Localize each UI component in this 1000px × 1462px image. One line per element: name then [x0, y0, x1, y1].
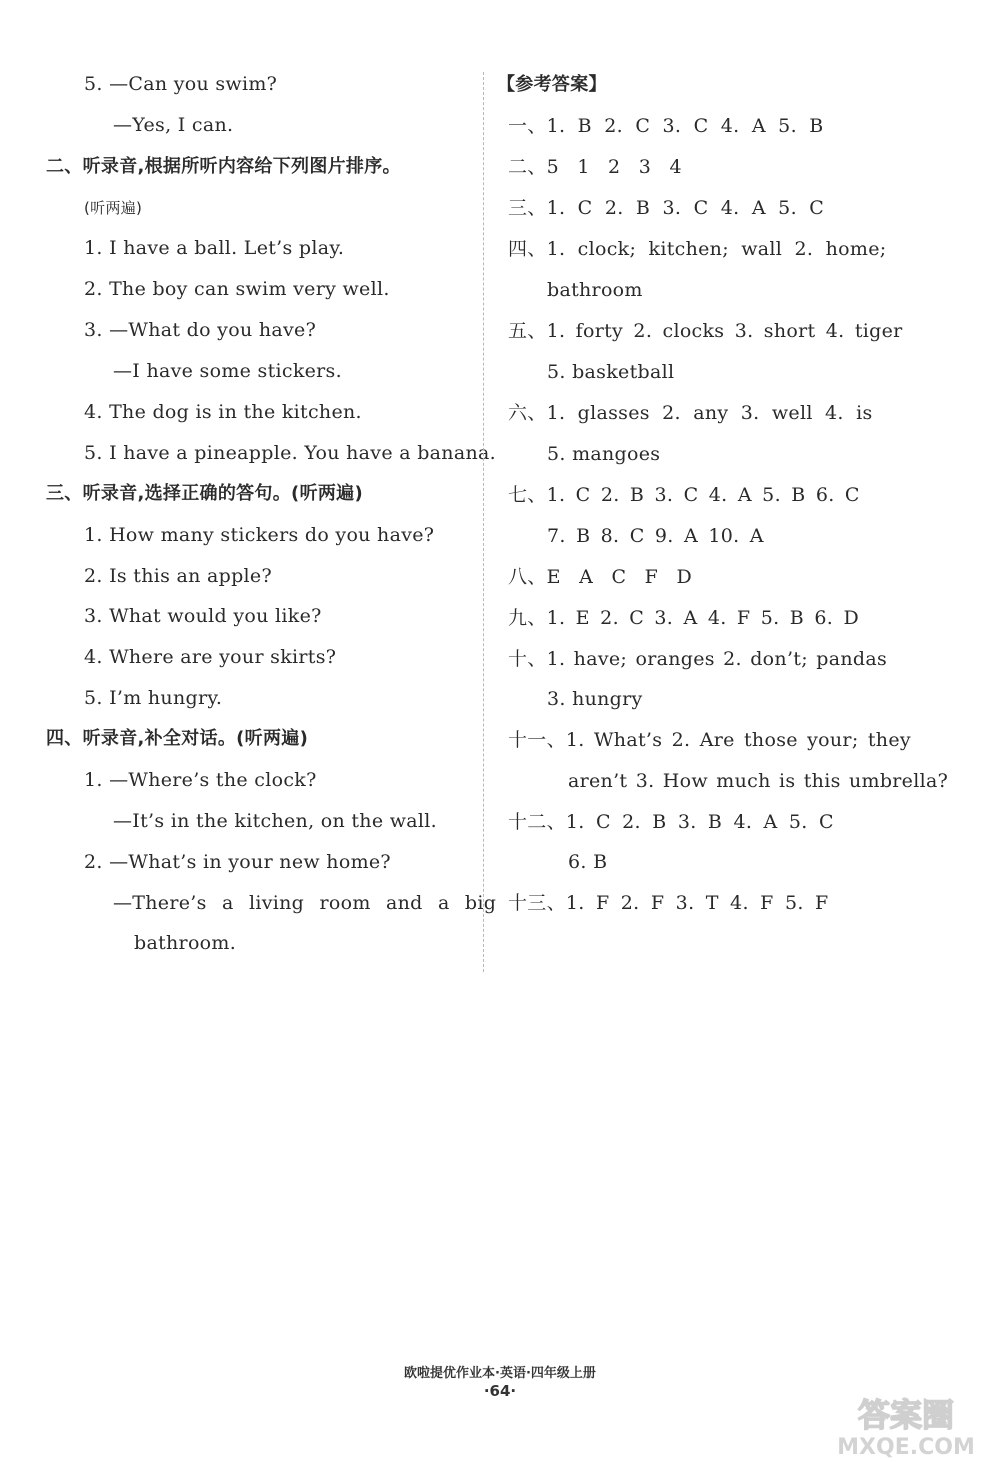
answer-11-cont: aren’t 3. How much is this umbrella? [568, 770, 949, 792]
section-4-heading: 四、听录音,补全对话。(听两遍) [46, 728, 309, 749]
left-line-19: —It’s in the kitchen, on the wall. [113, 810, 437, 832]
answer-2: 二、5 1 2 3 4 [508, 156, 682, 178]
left-line-5: 1. I have a ball. Let’s play. [84, 237, 345, 259]
answer-key-heading: 【参考答案】 [497, 74, 607, 95]
left-line-16: 5. I’m hungry. [84, 687, 223, 709]
footer-book-title: 欧啦提优作业本·英语·四年级上册 [404, 1366, 596, 1381]
left-line-8: —I have some stickers. [113, 360, 342, 382]
left-line-1: 5. —Can you swim? [84, 73, 278, 95]
left-line-7: 3. —What do you have? [84, 319, 317, 341]
watermark-logo [820, 1390, 995, 1460]
left-line-22: bathroom. [134, 932, 237, 954]
answer-5-cont: 5. basketball [547, 361, 675, 383]
answer-1: 一、1. B 2. C 3. C 4. A 5. B [508, 115, 824, 137]
left-line-20: 2. —What’s in your new home? [84, 851, 391, 873]
left-line-21: —There’s a living room and a big [113, 892, 497, 914]
left-line-18: 1. —Where’s the clock? [84, 769, 317, 791]
answer-4: 四、1. clock; kitchen; wall 2. home; [508, 238, 887, 260]
left-line-13: 2. Is this an apple? [84, 565, 272, 587]
answer-3: 三、1. C 2. B 3. C 4. A 5. C [508, 197, 825, 219]
answer-4-cont: bathroom [547, 279, 643, 301]
left-line-12: 1. How many stickers do you have? [84, 524, 435, 546]
answer-12: 十二、1. C 2. B 3. B 4. A 5. C [508, 811, 834, 833]
answer-7: 七、1. C 2. B 3. C 4. A 5. B 6. C [508, 484, 860, 506]
watermark-text-top: 答案圈 [857, 1396, 955, 1434]
watermark-text-bottom: MXQE.COM [837, 1435, 975, 1460]
left-line-9: 4. The dog is in the kitchen. [84, 401, 362, 423]
left-line-15: 4. Where are your skirts? [84, 646, 337, 668]
answer-5: 五、1. forty 2. clocks 3. short 4. tiger [508, 320, 903, 342]
answer-8: 八、E A C F D [508, 566, 693, 588]
answer-12-cont: 6. B [568, 851, 608, 873]
left-line-2: —Yes, I can. [113, 114, 234, 136]
answer-6-cont: 5. mangoes [547, 443, 661, 465]
column-divider [483, 72, 484, 972]
answer-10-cont: 3. hungry [547, 688, 643, 710]
answer-10: 十、1. have; oranges 2. don’t; pandas [508, 648, 888, 670]
answer-11: 十一、1. What’s 2. Are those your; they [508, 729, 911, 751]
section-2-heading: 二、听录音,根据所听内容给下列图片排序。 [46, 156, 401, 177]
answer-7-cont: 7. B 8. C 9. A 10. A [547, 525, 764, 547]
left-line-6: 2. The boy can swim very well. [84, 278, 390, 300]
left-line-14: 3. What would you like? [84, 605, 322, 627]
answer-13: 十三、1. F 2. F 3. T 4. F 5. F [508, 892, 829, 914]
left-line-10: 5. I have a pineapple. You have a banana. [84, 442, 496, 464]
section-2-note: (听两遍) [84, 199, 143, 217]
answer-9: 九、1. E 2. C 3. A 4. F 5. B 6. D [508, 607, 860, 629]
answer-6: 六、1. glasses 2. any 3. well 4. is [508, 402, 873, 424]
section-3-heading: 三、听录音,选择正确的答句。(听两遍) [46, 483, 363, 504]
page-number: ·64· [483, 1382, 517, 1400]
